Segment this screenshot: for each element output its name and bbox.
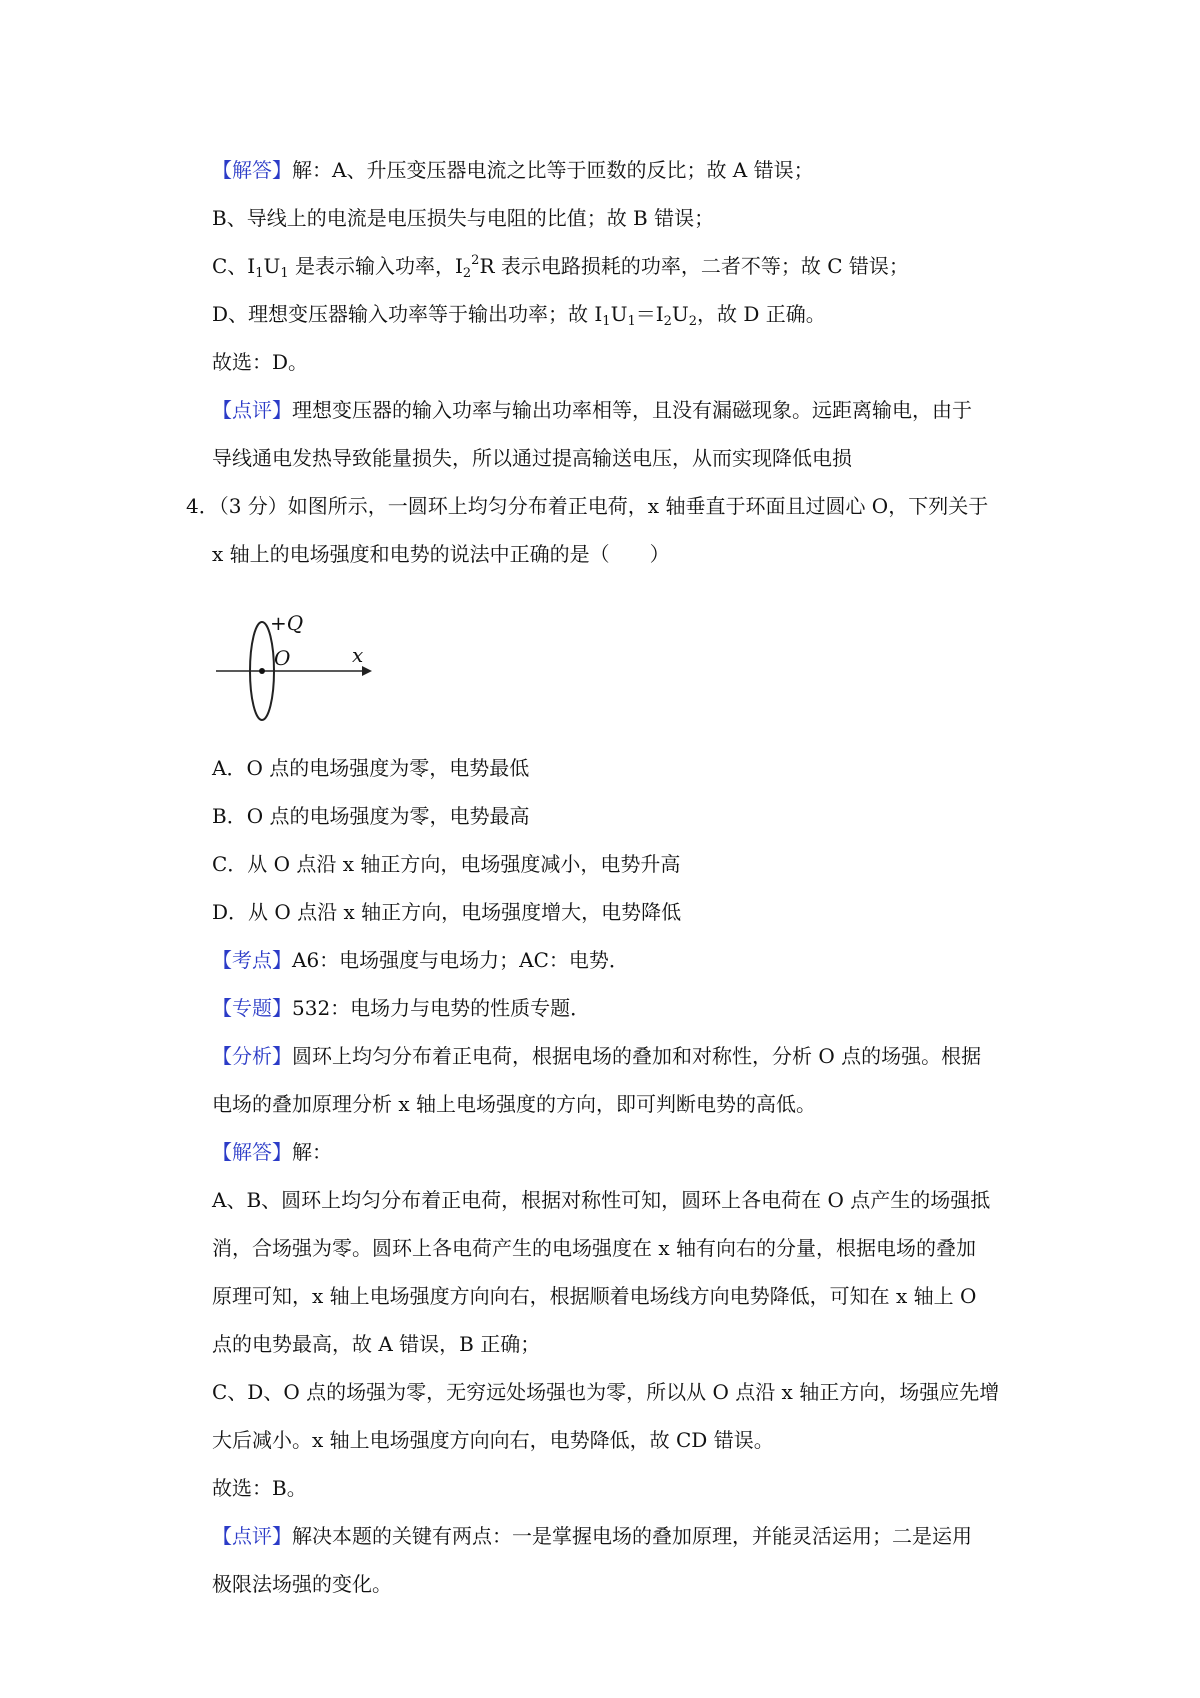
d-text-2: U (610, 302, 628, 326)
c-sub-3: 2 (462, 266, 472, 281)
jieda-line-6: 大后减小。x 轴上电场强度方向向右，电势降低，故 CD 错误。 (212, 1428, 774, 1452)
dianping-line-1 (212, 1512, 1032, 1560)
kaodian-line (212, 936, 1032, 984)
question-4-stem-1: 4．（3 分）如图所示，一圆环上均匀分布着正电荷，x 轴垂直于环面且过圆心 O，下列关于 (186, 494, 989, 518)
option-a: A．O 点的电场强度为零，电势最低 (212, 756, 530, 780)
jieda-line-4: 点的电势最高，故 A 错误，B 正确； (212, 1332, 541, 1356)
d-text-3: ＝I (635, 302, 664, 326)
comment-line-1 (212, 386, 1032, 434)
kaodian-tag: 【考点】 (212, 948, 292, 972)
answer-line (212, 146, 1032, 194)
origin-point (259, 668, 265, 674)
fenxi-line-2: 电场的叠加原理分析 x 轴上电场强度的方向，即可判断电势的高低。 (212, 1092, 816, 1116)
zhuanti-text: 532：电场力与电势的性质专题． (292, 996, 591, 1020)
answer-c (212, 242, 1032, 290)
fenxi-text-1: 圆环上均匀分布着正电荷，根据电场的叠加和对称性，分析 O 点的场强。根据 (292, 1044, 982, 1068)
q4-choice: 故选：B。 (212, 1476, 307, 1500)
c-text-4: R 表示电路损耗的功率，二者不等；故 C 错误； (479, 254, 909, 278)
zhuanti-tag: 【专题】 (212, 996, 292, 1020)
option-b: B．O 点的电场强度为零，电势最高 (212, 804, 530, 828)
option-c: C．从 O 点沿 x 轴正方向，电场强度减小，电势升高 (212, 852, 681, 876)
option-d: D．从 O 点沿 x 轴正方向，电场强度增大，电势降低 (212, 900, 682, 924)
d-text-1: D、理想变压器输入功率等于输出功率；故 I (212, 302, 603, 326)
d-sub-3: 2 (663, 314, 672, 329)
jieda-tag: 【解答】 (212, 1140, 292, 1164)
d-sub-1: 1 (602, 314, 611, 329)
c-text-2: U (263, 254, 281, 278)
axis-label: x (352, 643, 364, 667)
answer-intro: 解：A、升压变压器电流之比等于匝数的反比；故 A 错误； (292, 158, 814, 182)
document-content (186, 146, 1032, 1608)
dianping-line-2: 极限法场强的变化。 (212, 1572, 392, 1596)
answer-choice: 故选：D。 (212, 350, 309, 374)
d-text-5: ，故 D 正确。 (697, 302, 826, 326)
c-sup: 2 (471, 253, 480, 268)
jieda-line (212, 1128, 1032, 1176)
ring-charge-figure (212, 578, 1032, 744)
fenxi-line-1 (212, 1032, 1032, 1080)
d-sub-2: 1 (627, 314, 636, 329)
answer-d (212, 290, 1032, 338)
answer-tag: 【解答】 (212, 158, 292, 182)
c-text-3: 是表示输入功率，I (288, 254, 463, 278)
origin-label: O (274, 646, 291, 670)
c-text-1: C、I (212, 254, 256, 278)
jieda-line-3: 原理可知，x 轴上电场强度方向向右，根据顺着电场线方向电势降低，可知在 x 轴上 O (212, 1284, 977, 1308)
charge-label: +Q (270, 611, 304, 635)
ring-diagram (212, 578, 412, 744)
kaodian-text: A6：电场强度与电场力；AC：电势． (292, 948, 629, 972)
x-axis-arrow-icon (362, 666, 372, 676)
question-4-stem-2: x 轴上的电场强度和电势的说法中正确的是（ ） (212, 542, 670, 566)
answer-b: B、导线上的电流是电压损失与电阻的比值；故 B 错误； (212, 206, 715, 230)
jieda-line-1: A、B、圆环上均匀分布着正电荷，根据对称性可知，圆环上各电荷在 O 点产生的场强抵 (212, 1188, 991, 1212)
comment-text-1: 理想变压器的输入功率与输出功率相等，且没有漏磁现象。远距离输电，由于 (292, 398, 972, 422)
jieda-line-5: C、D、O 点的场强为零，无穷远处场强也为零，所以从 O 点沿 x 轴正方向，场强应先增 (212, 1380, 1000, 1404)
dianping-tag: 【点评】 (212, 1524, 292, 1548)
fenxi-tag: 【分析】 (212, 1044, 292, 1068)
comment-tag: 【点评】 (212, 398, 292, 422)
c-sub-1: 1 (255, 266, 264, 281)
comment-line-2: 导线通电发热导致能量损失，所以通过提高输送电压，从而实现降低电损 (212, 446, 852, 470)
jieda-line-2: 消，合场强为零。圆环上各电荷产生的电场强度在 x 轴有向右的分量，根据电场的叠加 (212, 1236, 976, 1260)
jieda-intro: 解： (292, 1140, 332, 1164)
d-text-4: U (671, 302, 689, 326)
c-sub-2: 1 (280, 266, 289, 281)
dianping-text-1: 解决本题的关键有两点：一是掌握电场的叠加原理，并能灵活运用；二是运用 (292, 1524, 972, 1548)
zhuanti-line (212, 984, 1032, 1032)
d-sub-4: 2 (688, 314, 698, 329)
